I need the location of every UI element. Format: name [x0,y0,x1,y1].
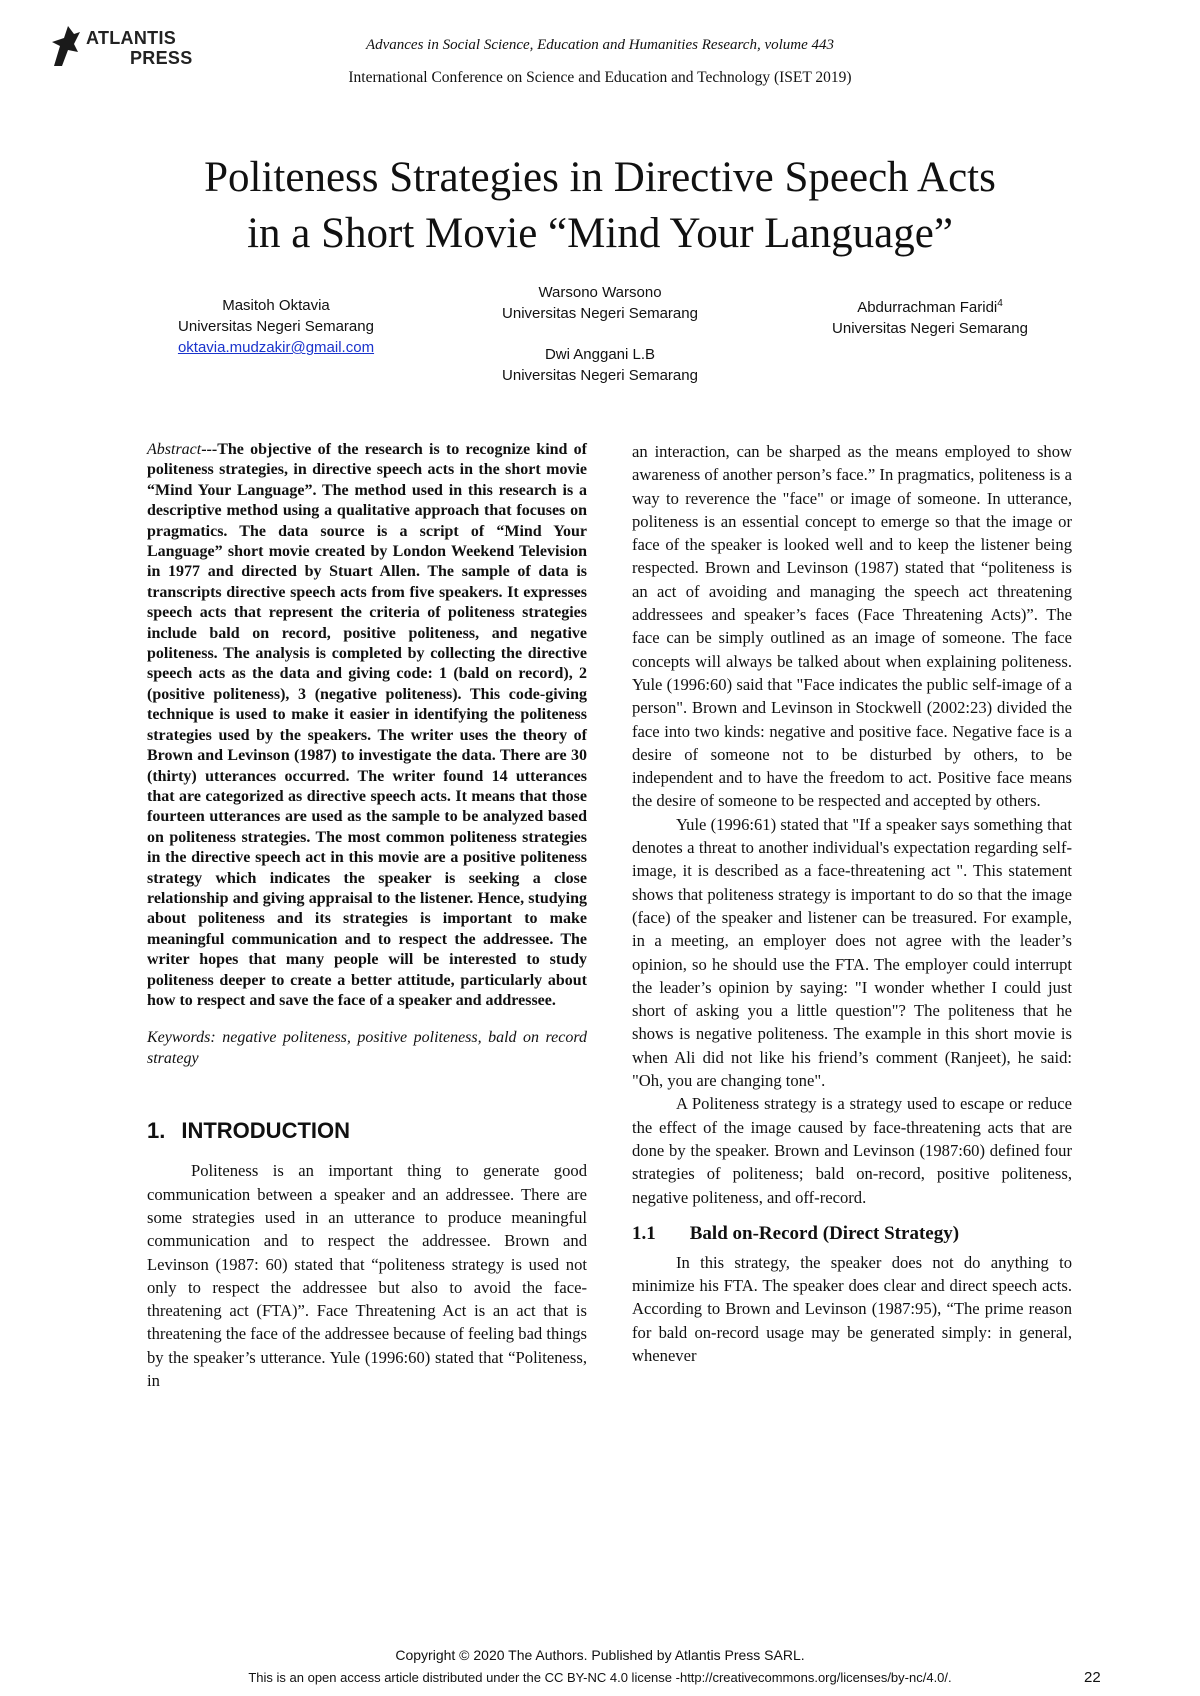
left-column [147,440,587,1392]
title-line-2: in a Short Movie “Mind Your Language” [247,210,953,257]
author-block-3 [440,344,760,386]
right-column [632,440,1072,1367]
author-name: Masitoh Oktavia [222,297,330,314]
author-marker: 4 [997,298,1003,309]
copyright-notice: Copyright © 2020 The Authors. Published by Atlantis Press SARL. [395,1647,805,1663]
body-paragraph-3: A Politeness strategy is a strategy used to escape or reduce the effect of the image caused by face-threatening acts that are done by the speaker. Brown and Levinson (1987:60) defined four strategies of politeness; bald on-record, positive politeness, negative politeness, and off-record. [632,1094,1072,1207]
author-name: Warsono Warsono [538,284,662,301]
publisher-logo [48,24,193,72]
body-paragraph-4: In this strategy, the speaker does not do anything to minimize his FTA. The speaker does clear and direct speech acts. According to Brown and Levinson (1987:95), “The prime reason for bald on-record usage may be generated simply: in general, whenever [632,1252,1072,1365]
author-affiliation: Universitas Negeri Semarang [178,318,374,335]
atlantis-press-logo-icon [48,24,82,68]
body-paragraph-1: an interaction, can be sharped as the means employed to show awareness of another person’s face.” In pragmatics, politeness is a way to reverence the "face" or image of someone. In utterance, politeness is an essential concept to emerge so that the image or face of the speaker is looked well and to keep the listener being respected. Brown and Levinson (1987) stated that “politeness is an act of avoiding and managing the speech act threatening addressees and speaker’s faces (Face Threatening Acts)”. The face can be simply outlined as an image of someone. The face concepts will always be talked about when explaining politeness. Yule (1996:60) said that "Face indicates the public self-image of a person". Brown and Levinson in Stockwell (2002:23) divided the face into two kinds: negative and positive face. Negative face is a desire of someone not to be disturbed by others, to be independent and to have the freedom to act. Positive face means the desire of someone to be respected and accepted by others. [632,442,1072,811]
page-number: 22 [1084,1669,1101,1686]
title-line-1: Politeness Strategies in Directive Speech Acts [204,154,996,201]
section-number: 1. [147,1118,166,1144]
author-block-4 [770,293,1090,339]
author-affiliation: Universitas Negeri Semarang [832,320,1028,337]
author-affiliation: Universitas Negeri Semarang [502,305,698,322]
author-name-line [770,293,1090,318]
paper-title [100,150,1100,262]
author-name: Abdurrachman Faridi [857,299,998,316]
keywords: Keywords: negative politeness, positive politeness, bald on record strategy [147,1029,587,1068]
abstract [147,440,587,1011]
section-title: INTRODUCTION [181,1118,351,1144]
subsection-heading-bald-on-record [632,1221,1072,1247]
license-notice: This is an open access article distributed under the CC BY-NC 4.0 license -http://creativecommons.org/licenses/by-nc/4.0/. [248,1670,952,1685]
body-paragraph-2: Yule (1996:61) stated that "If a speaker says something that denotes a threat to another individual's expectation regarding self-image, it is described as a face-threatening act ". This statement shows that politeness strategy is important to do so that the image (face) of the speaker and listener can be treasured. For example, in a meeting, an employer does not agree with the leader’s opinion, so he should use the FTA. The employer could interrupt the leader’s opinion by saying: "I wonder whether I could just short of asking you a little question"? The politeness that he shows is negative politeness. The example in this short movie is when Ali did not like his friend’s comment (Ranjeet), he said: "Oh, you are changing tone". [632,814,1072,1091]
conference-title: International Conference on Science and Education and Technology (ISET 2019) [348,69,852,86]
author-block-1 [116,295,436,358]
abstract-label: Abstract [147,441,202,458]
subsection-number: 1.1 [632,1222,656,1244]
logo-wordmark [86,28,193,68]
subsection-title: Bald on-Record (Direct Strategy) [689,1222,960,1244]
intro-paragraph-1: Politeness is an important thing to generate good communication between a speaker and an addressee. There are some strategies used in an utterance to produce meaningful communication and to respect the addressee. Brown and Levinson (1987: 60) stated that “politeness strategy is used not only to respect the addressee but also to avoid the face-threatening act (FTA)”. Face Threatening Act is an act that is threatening the face of the addressee because of feeling bad things by the speaker’s utterance. Yule (1996:60) stated that “Politeness, in [147,1161,587,1391]
author-email-link[interactable]: oktavia.mudzakir@gmail.com [177,339,375,356]
logo-line-2: PRESS [130,48,193,68]
author-name: Dwi Anggani L.B [544,346,656,363]
logo-line-1: ATLANTIS [86,28,177,48]
section-heading-introduction [147,1117,587,1145]
abstract-text: ---The objective of the research is to recognize kind of politeness strategies, in directive speech acts in the short movie “Mind Your Language”. The method used in this research is a descriptive method using a qualitative approach that focuses on pragmatics. The data source is a script of “Mind Your Language” short movie created by London Weekend Television in 1977 and directed by Stuart Allen. The sample of data is transcripts directive speech acts from five speakers. It expresses speech acts that represent the criteria of politeness strategies include bald on record, positive politeness, and negative politeness. The analysis is completed by collecting the directive speech acts as the data and giving code: 1 (bald on record), 2 (positive politeness), 3 (negative politeness). This code-giving technique is used to make it easier in identifying the politeness strategies used by the speakers. The writer uses the theory of Brown and Levinson (1987) to investigate the data. There are 30 (thirty) utterances occurred. The writer found 14 utterances that are categorized as directive speech acts. It means that those fourteen utterances are used as the sample to be analyzed based on politeness strategies. The most common politeness strategies in the directive speech act in this movie are a positive politeness strategy which indicates the speaker is seeking a close relationship and giving appraisal to the listener. Hence, studying about politeness and its strategies is important to make meaningful communication and to respect the addressee. The writer hopes that many people will be interested to study politeness deeper to create a better attitude, particularly about how to respect and save the face of a speaker and addressee. [147,441,587,1009]
author-block-2 [440,282,760,324]
author-affiliation: Universitas Negeri Semarang [502,367,698,384]
series-title: Advances in Social Science, Education and Humanities Research, volume 443 [365,37,835,53]
